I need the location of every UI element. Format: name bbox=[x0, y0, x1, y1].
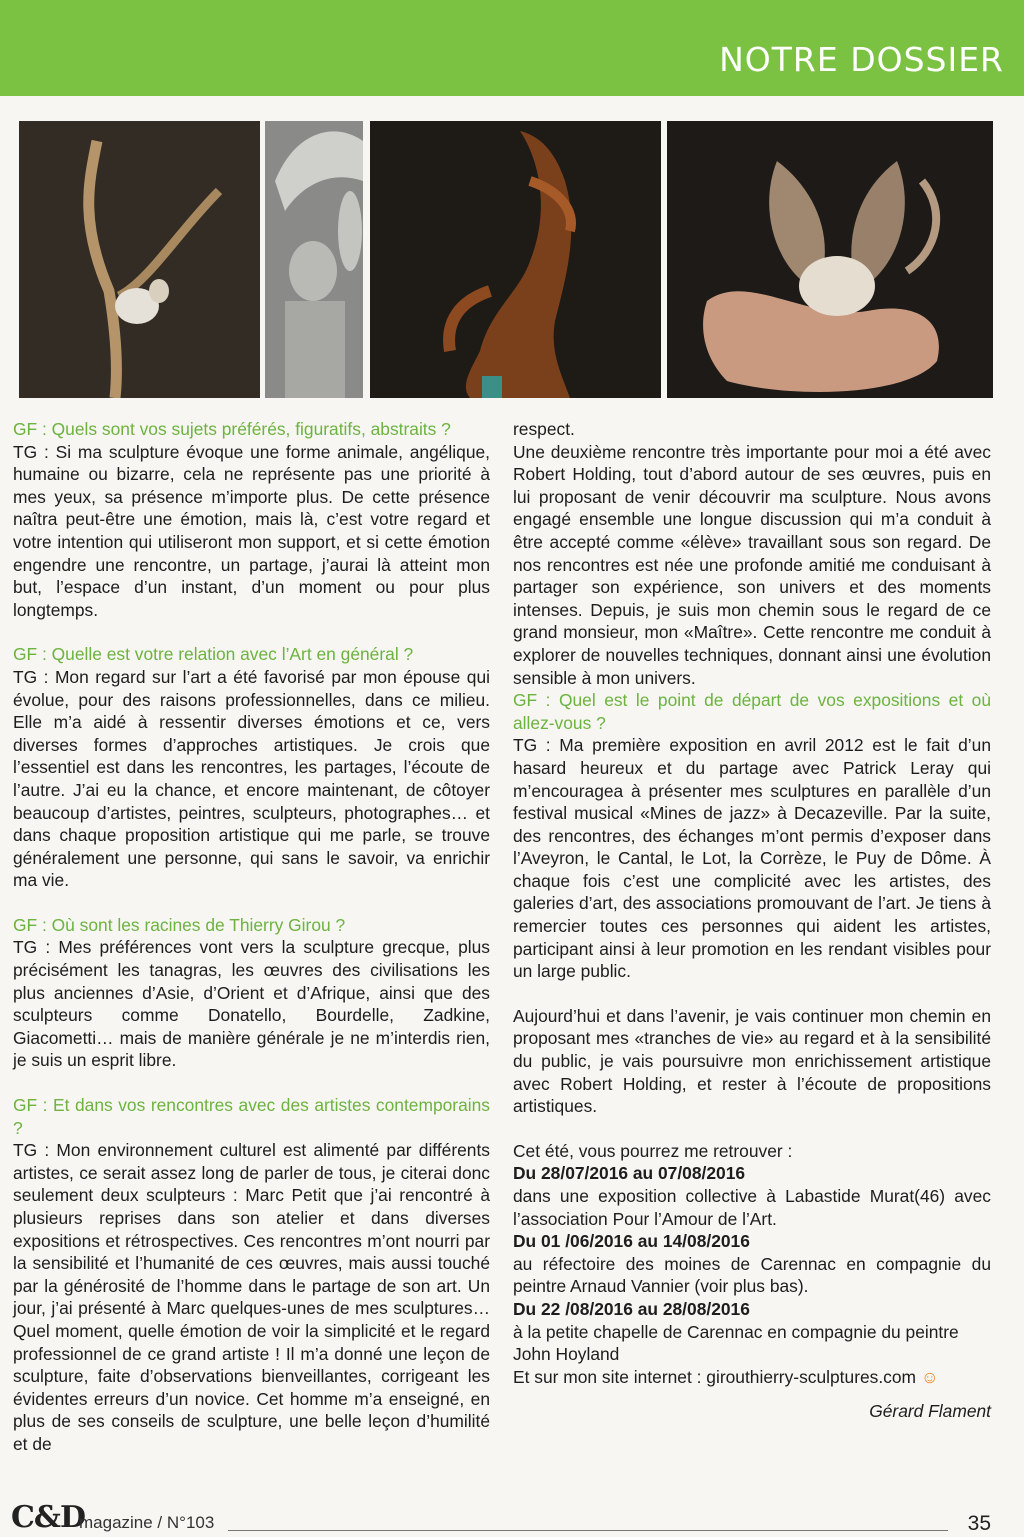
interview-question: GF : Quelle est votre relation avec l’Art en général ? bbox=[13, 644, 414, 665]
event-description: à la petite chapelle de Carennac en compagnie du peintre John Hoyland bbox=[513, 1321, 959, 1365]
magazine-issue: magazine / N°103 bbox=[79, 1513, 215, 1532]
smiley-icon: ☺ bbox=[920, 1366, 939, 1387]
page-number: 35 bbox=[967, 1512, 991, 1535]
paragraph: respect. bbox=[513, 419, 575, 439]
photo-sculpture-4 bbox=[667, 121, 993, 398]
event-description: dans une exposition collective à Labastide Murat(46) avec l’association Pour l’Amour de l’Art. bbox=[513, 1186, 991, 1229]
article-column-left bbox=[13, 418, 490, 1456]
event-dates: Du 01 /06/2016 au 14/08/2016 bbox=[513, 1231, 750, 1252]
interview-question: GF : Quel est le point de départ de vos expositions et où allez-vous ? bbox=[513, 690, 991, 733]
section-title: NOTRE DOSSIER bbox=[719, 40, 1004, 79]
interview-answer: TG : Mes préférences vont vers la sculpture grecque, plus précisément les tanagras, les œuvres des civilisations les plus anciennes d’Asie, d’Orient et d’Afrique, ainsi que des sculpteurs comme Donatello, Bourdelle, Zadkine, Giacometti… mais de manière générale je ne m’interdis rien, je suis un esprit libre. bbox=[13, 937, 490, 1071]
interview-answer: TG : Si ma sculpture évoque une forme animale, angélique, humaine ou bizarre, cela ne représente pas une priorité à mes yeux, sa présence m’importe plus. De cette présence naîtra peut-être une émotion, mais là, c’est votre regard et votre intention qui utiliseront mon support, et si cette émotion engendre une rencontre, un partage, j’aurai là atteint mon but, l’espace d’un instant, d’un moment ou pour plus longtemps. bbox=[13, 441, 490, 620]
photo-sculpture-1 bbox=[19, 121, 260, 398]
footer-divider bbox=[228, 1530, 948, 1531]
photo-sculpture-2 bbox=[265, 121, 363, 398]
interview-question: GF : Quels sont vos sujets préférés, figuratifs, abstraits ? bbox=[13, 419, 451, 439]
header-band bbox=[0, 0, 1024, 96]
interview-question: GF : Où sont les racines de Thierry Girou ? bbox=[13, 914, 346, 935]
article-column-right bbox=[513, 418, 991, 1423]
event-description: au réfectoire des moines de Carennac en compagnie du peintre Arnaud Vannier (voir plus bas). bbox=[513, 1253, 991, 1297]
event-dates: Du 22 /08/2016 au 28/08/2016 bbox=[513, 1298, 750, 1319]
interview-answer: TG : Ma première exposition en avril 2012 est le fait d’un hasard heureux et du partage avec Patrick Leray qui m’encouragea à présenter mes sculptures en parallèle d’un festival musical «Mines de jazz» à Decazeville. Par la suite, des rencontres, des échanges m’ont permis d’exposer dans l’Aveyron, le Cantal, le Lot, la Corrèze, le Puy de Dôme. À chaque fois c’est une complicité avec les artistes, des galeries d’art, des associations promouvant de l’art. Je tiens à remercier toutes ces personnes qui aident les artistes, participant ainsi à leur promotion en les rendant visibles pour un large public. bbox=[513, 735, 991, 982]
author-signature: Gérard Flament bbox=[869, 1401, 991, 1422]
paragraph: Aujourd’hui et dans l’avenir, je vais continuer mon chemin en proposant mes «tranches de vie» au regard et à la sensibilité du public, je vais poursuivre mon enrichissement artistique avec Robert Holding, et rester à l’écoute de propositions artistiques. bbox=[513, 1005, 991, 1117]
interview-answer: TG : Mon regard sur l’art a été favorisé par mon épouse qui évolue, pour des raisons professionnelles, dans ce milieu. Elle m’a aidé à ressentir diverses émotions et ce, vers diverses formes d’approches artistiques. Je crois que l’essentiel est dans les rencontres, les partages, l’écoute de l’autre. J’ai eu la chance, et encore maintenant, de côtoyer beaucoup d’artistes, peintres, sculpteurs, photographes… et dans chaque proposition artistique qui me parle, se trouve généralement une personne, qui sans le savoir, va enrichir ma vie. bbox=[13, 666, 490, 891]
event-dates: Du 28/07/2016 au 07/08/2016 bbox=[513, 1163, 746, 1184]
paragraph: Une deuxième rencontre très importante pour moi a été avec Robert Holding, tout d’abord autour de ses œuvres, puis en lui proposant de venir découvrir ma sculpture. Nous avons engagé ensemble une longue discussion qui m’a conduit à être accepté comme «élève» travaillant sous son regard. De nos rencontres est née une profonde amitié me conduisant à partager son expérience, son univers et des moments intenses. Depuis, je suis mon chemin sous le regard de ce grand monsieur, mon «Maître». Cette rencontre me conduit à explorer de nouvelles techniques, donnant ainsi une évolution sensible à mon univers. bbox=[513, 441, 991, 688]
website-line bbox=[513, 1366, 991, 1389]
magazine-logo: C&D bbox=[11, 1500, 85, 1535]
summer-intro: Cet été, vous pourrez me retrouver : bbox=[513, 1140, 793, 1161]
website-text: Et sur mon site internet : girouthierry-sculptures.com bbox=[513, 1366, 917, 1387]
photo-sculpture-3 bbox=[370, 121, 661, 398]
interview-answer: TG : Mon environnement culturel est alimenté par différents artistes, ce serait assez long de parler de tous, je citerai donc seulement deux sculpteurs : Marc Petit que j’ai rencontré à plusieurs reprises dans son atelier et dans diverses expositions et rétrospectives. Ces rencontres m’ont nourri par la sensibilité et l’humanité de ces œuvres, mais aussi touché par la générosité de l’homme dans le partage de son art. Un jour, j’ai présenté à Marc quelques-unes de mes sculptures… Quel moment, quelle émotion de voir la simplicité et le regard professionnel de ce grand artiste ! Il m’a donné une leçon de sculpture, faite d’observations bienveillantes, corrigeant les évidentes erreurs d’un novice. Cet homme m’a enseigné, en plus de ses conseils de sculpture, une belle leçon d’humilité et de bbox=[13, 1140, 490, 1454]
interview-question: GF : Et dans vos rencontres avec des artistes contemporains ? bbox=[13, 1095, 490, 1138]
